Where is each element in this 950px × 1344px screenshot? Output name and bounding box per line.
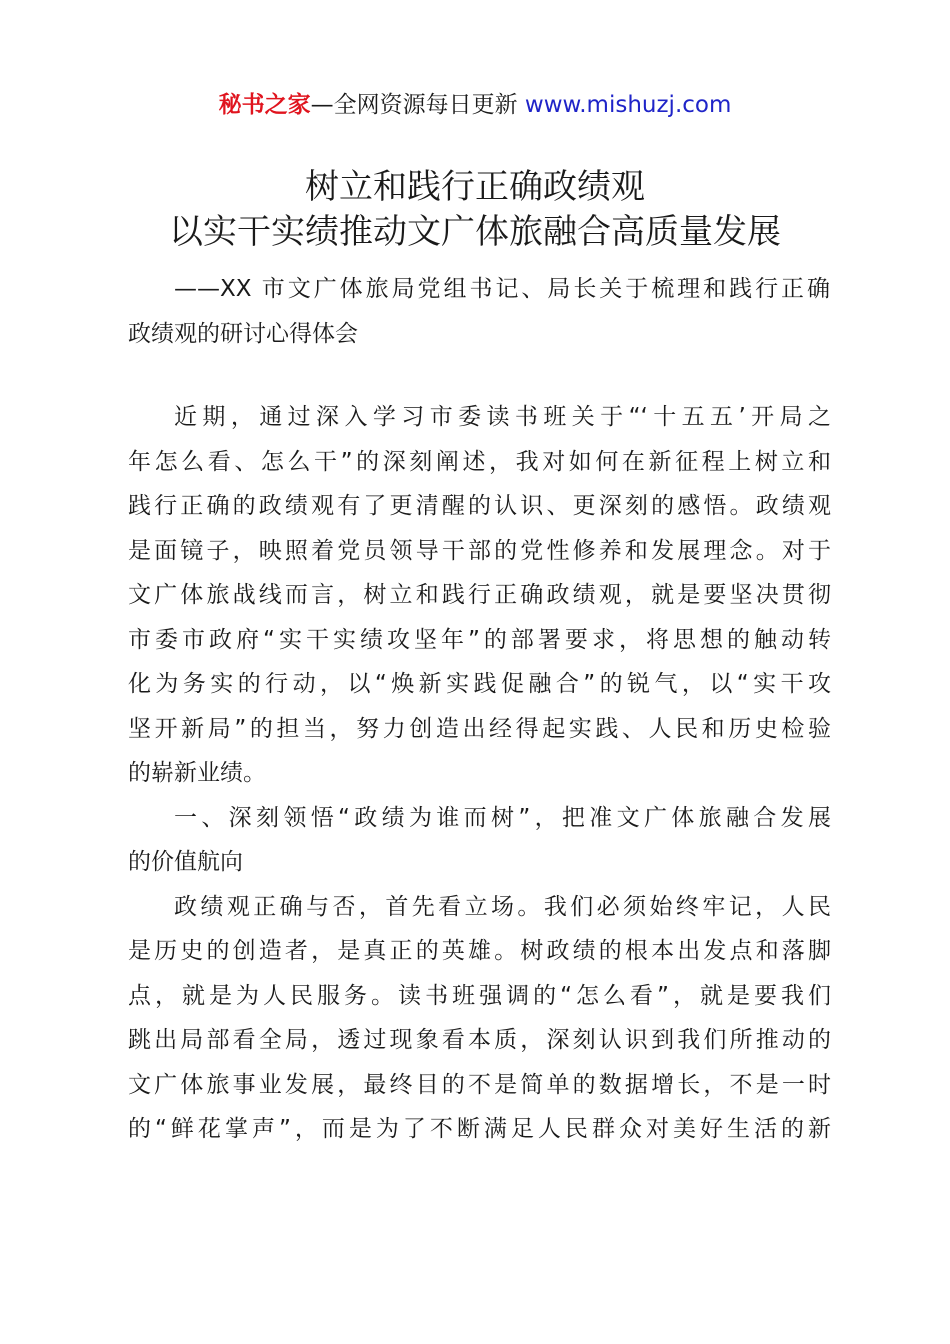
section-heading-line: 一、深刻领悟“政绩为谁而树”，把准文广体旅融合发展 (174, 804, 831, 831)
title-line-2: 以实干实绩推动文广体旅融合高质量发展 (169, 212, 781, 252)
section-heading-line: 的价值航向 (128, 849, 243, 875)
title-line-1: 树立和践行正确政绩观 (305, 167, 645, 207)
site-tagline: —全网资源每日更新 (310, 92, 518, 118)
document-title (0, 165, 950, 255)
paragraph-intro-line: 化为务实的行动，以“焕新实践促融合”的锐气，以“实干攻 (128, 671, 831, 697)
paragraph-line: 是历史的创造者，是真正的英雄。树政绩的根本出发点和落脚 (128, 938, 831, 964)
paragraph-intro-line: 文广体旅战线而言，树立和践行正确政绩观，就是要坚决贯彻 (128, 582, 831, 608)
paragraph-intro-line: 近期，通过深入学习市委读书班关于“‘十五五’开局之 (174, 404, 831, 430)
document-body (128, 395, 831, 1152)
paragraph-line: 文广体旅事业发展，最终目的不是简单的数据增长，不是一时 (128, 1071, 831, 1098)
paragraph-intro-line: 坚开新局”的担当，努力创造出经得起实践、人民和历史检验 (128, 715, 831, 742)
site-brand: 秘书之家 (218, 92, 311, 118)
paragraph-line: 的“鲜花掌声”，而是为了不断满足人民群众对美好生活的新 (128, 1116, 831, 1142)
paragraph-line: 政绩观正确与否，首先看立场。我们必须始终牢记，人民 (174, 893, 831, 920)
document-subtitle (128, 268, 830, 357)
paragraph-intro-line: 市委市政府“实干实绩攻坚年”的部署要求，将思想的触动转 (128, 626, 831, 653)
paragraph-intro-line: 是面镜子，映照着党员领导干部的党性修养和发展理念。对于 (128, 537, 831, 564)
paragraph-line: 点，就是为人民服务。读书班强调的“怎么看”，就是要我们 (128, 982, 831, 1009)
subtitle-line-2: 政绩观的研讨心得体会 (128, 320, 358, 347)
paragraph-intro-line: 的崭新业绩。 (128, 760, 266, 786)
subtitle-line-1: ——XX 市文广体旅局党组书记、局长关于梳理和践行正确 (174, 276, 830, 302)
paragraph-intro-line: 践行正确的政绩观有了更清醒的认识、更深刻的感悟。政绩观 (128, 493, 831, 519)
site-url-link[interactable]: www.mishuzj.com (524, 92, 732, 118)
paragraph-line: 跳出局部看全局，透过现象看本质，深刻认识到我们所推动的 (128, 1027, 831, 1053)
paragraph-intro-line: 年怎么看、怎么干”的深刻阐述，我对如何在新征程上树立和 (128, 448, 831, 475)
site-header (0, 90, 950, 120)
